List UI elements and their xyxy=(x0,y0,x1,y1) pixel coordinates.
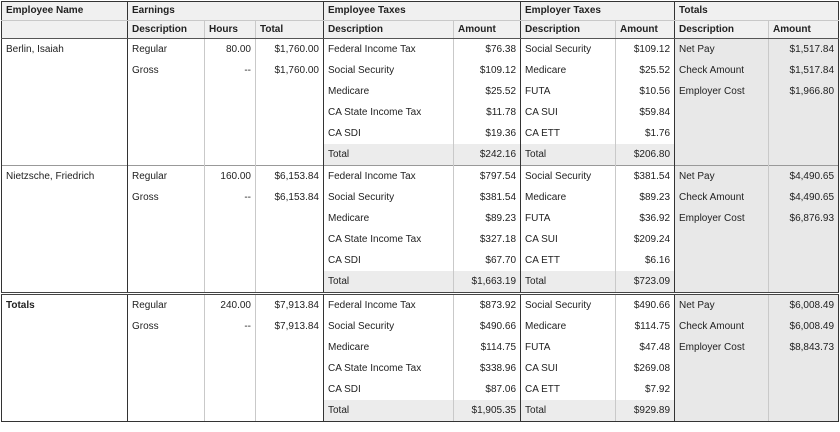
employee-name-blank xyxy=(2,60,128,81)
totals-blank xyxy=(675,250,769,271)
totals-blank xyxy=(769,102,839,123)
subheader-earnings-total: Total xyxy=(256,21,324,39)
employer-tax-description: CA SUI xyxy=(521,229,616,250)
totals-amount: $4,490.65 xyxy=(769,187,839,208)
employer-tax-total-label: Total xyxy=(521,271,616,294)
earnings-blank xyxy=(128,250,205,271)
employee-name-blank xyxy=(2,81,128,102)
employer-tax-amount: $490.66 xyxy=(616,294,675,317)
employee-tax-description: CA SDI xyxy=(324,250,454,271)
totals-blank xyxy=(769,123,839,144)
totals-blank xyxy=(675,102,769,123)
employer-tax-amount: $47.48 xyxy=(616,337,675,358)
employer-tax-description: Medicare xyxy=(521,187,616,208)
payroll-body xyxy=(2,39,839,422)
employee-tax-amount: $797.54 xyxy=(454,166,521,188)
totals-amount: $6,008.49 xyxy=(769,316,839,337)
employer-tax-amount: $1.76 xyxy=(616,123,675,144)
employee-tax-description: Social Security xyxy=(324,60,454,81)
column-header-row xyxy=(2,21,839,39)
group-header-row xyxy=(2,2,839,21)
employee-row xyxy=(2,123,839,144)
employee-tax-amount: $67.70 xyxy=(454,250,521,271)
employee-tax-amount: $87.06 xyxy=(454,379,521,400)
employee-row xyxy=(2,208,839,229)
employee-name-blank xyxy=(2,123,128,144)
employer-tax-total-label: Total xyxy=(521,144,616,166)
earnings-blank xyxy=(256,81,324,102)
employer-tax-description: Social Security xyxy=(521,166,616,188)
earnings-hours: 160.00 xyxy=(205,166,256,188)
employee-tax-amount: $11.78 xyxy=(454,102,521,123)
employee-row xyxy=(2,60,839,81)
totals-description: Employer Cost xyxy=(675,81,769,102)
totals-blank xyxy=(769,271,839,294)
employee-row xyxy=(2,187,839,208)
totals-blank xyxy=(769,400,839,422)
employer-tax-description: FUTA xyxy=(521,337,616,358)
employer-tax-amount: $10.56 xyxy=(616,81,675,102)
earnings-description: Gross xyxy=(128,316,205,337)
employer-tax-amount: $209.24 xyxy=(616,229,675,250)
earnings-blank xyxy=(205,81,256,102)
employer-tax-amount: $381.54 xyxy=(616,166,675,188)
employee-tax-amount: $327.18 xyxy=(454,229,521,250)
employer-tax-amount: $6.16 xyxy=(616,250,675,271)
earnings-hours: -- xyxy=(205,316,256,337)
totals-description: Check Amount xyxy=(675,187,769,208)
earnings-blank xyxy=(205,102,256,123)
earnings-blank xyxy=(205,208,256,229)
earnings-blank xyxy=(256,337,324,358)
employer-tax-description: FUTA xyxy=(521,81,616,102)
employee-tax-description: Social Security xyxy=(324,187,454,208)
totals-amount: $1,517.84 xyxy=(769,60,839,81)
subheader-employer-tax-amount: Amount xyxy=(616,21,675,39)
totals-blank xyxy=(675,271,769,294)
employee-tax-amount: $490.66 xyxy=(454,316,521,337)
employer-tax-description: CA ETT xyxy=(521,379,616,400)
earnings-blank xyxy=(128,337,205,358)
employee-row xyxy=(2,39,839,61)
employer-tax-amount: $36.92 xyxy=(616,208,675,229)
employer-tax-description: Social Security xyxy=(521,39,616,61)
earnings-total: $1,760.00 xyxy=(256,39,324,61)
header-earnings: Earnings xyxy=(128,2,324,21)
earnings-blank xyxy=(128,208,205,229)
employer-tax-amount: $59.84 xyxy=(616,102,675,123)
earnings-blank xyxy=(205,229,256,250)
employer-tax-amount: $109.12 xyxy=(616,39,675,61)
earnings-blank xyxy=(128,358,205,379)
subheader-employee-tax-description: Description xyxy=(324,21,454,39)
totals-blank xyxy=(675,144,769,166)
totals-amount: $1,517.84 xyxy=(769,39,839,61)
employee-tax-total-label: Total xyxy=(324,271,454,294)
subheader-blank xyxy=(2,21,128,39)
earnings-total: $6,153.84 xyxy=(256,187,324,208)
subheader-earnings-description: Description xyxy=(128,21,205,39)
employer-tax-description: Medicare xyxy=(521,316,616,337)
grand-totals-row xyxy=(2,358,839,379)
employee-tax-description: Federal Income Tax xyxy=(324,294,454,317)
employee-tax-description: Medicare xyxy=(324,81,454,102)
employee-row xyxy=(2,250,839,271)
employer-tax-description: CA SUI xyxy=(521,102,616,123)
employee-tax-total-label: Total xyxy=(324,400,454,422)
employer-tax-description: FUTA xyxy=(521,208,616,229)
employee-name-blank xyxy=(2,144,128,166)
employee-tax-description: Medicare xyxy=(324,337,454,358)
earnings-description: Regular xyxy=(128,294,205,317)
earnings-blank xyxy=(256,229,324,250)
subheader-totals-description: Description xyxy=(675,21,769,39)
earnings-description: Regular xyxy=(128,39,205,61)
totals-amount: $6,008.49 xyxy=(769,294,839,317)
employee-tax-amount: $114.75 xyxy=(454,337,521,358)
earnings-hours: 240.00 xyxy=(205,294,256,317)
subheader-totals-amount: Amount xyxy=(769,21,839,39)
earnings-blank xyxy=(128,144,205,166)
employee-tax-description: CA State Income Tax xyxy=(324,102,454,123)
employee-name-blank xyxy=(2,379,128,400)
totals-blank xyxy=(769,250,839,271)
employee-name-blank xyxy=(2,358,128,379)
employee-tax-description: CA SDI xyxy=(324,123,454,144)
grand-totals-row xyxy=(2,316,839,337)
totals-description: Net Pay xyxy=(675,39,769,61)
employee-tax-description: CA State Income Tax xyxy=(324,229,454,250)
earnings-blank xyxy=(256,271,324,294)
employee-tax-amount: $25.52 xyxy=(454,81,521,102)
employee-tax-description: Federal Income Tax xyxy=(324,39,454,61)
totals-blank xyxy=(769,144,839,166)
totals-amount: $6,876.93 xyxy=(769,208,839,229)
employer-tax-description: Medicare xyxy=(521,60,616,81)
employee-row xyxy=(2,166,839,188)
employee-tax-amount: $338.96 xyxy=(454,358,521,379)
earnings-blank xyxy=(128,81,205,102)
employer-tax-total-amount: $929.89 xyxy=(616,400,675,422)
employee-row xyxy=(2,102,839,123)
earnings-total: $7,913.84 xyxy=(256,316,324,337)
earnings-blank xyxy=(205,250,256,271)
employee-tax-description: Medicare xyxy=(324,208,454,229)
employee-name-blank xyxy=(2,250,128,271)
employee-tax-amount: $19.36 xyxy=(454,123,521,144)
earnings-blank xyxy=(128,271,205,294)
totals-blank xyxy=(769,229,839,250)
employee-name-blank xyxy=(2,271,128,294)
employee-tax-total-label: Total xyxy=(324,144,454,166)
totals-description: Net Pay xyxy=(675,166,769,188)
employer-tax-total-label: Total xyxy=(521,400,616,422)
employer-tax-amount: $269.08 xyxy=(616,358,675,379)
earnings-description: Regular xyxy=(128,166,205,188)
employee-tax-amount: $109.12 xyxy=(454,60,521,81)
employer-tax-total-amount: $723.09 xyxy=(616,271,675,294)
employee-row xyxy=(2,144,839,166)
totals-description: Employer Cost xyxy=(675,337,769,358)
earnings-blank xyxy=(205,400,256,422)
grand-totals-row xyxy=(2,379,839,400)
earnings-blank xyxy=(256,379,324,400)
subheader-hours: Hours xyxy=(205,21,256,39)
totals-blank xyxy=(675,358,769,379)
subheader-employee-tax-amount: Amount xyxy=(454,21,521,39)
employee-name-blank xyxy=(2,337,128,358)
earnings-blank xyxy=(256,123,324,144)
subheader-employer-tax-description: Description xyxy=(521,21,616,39)
employee-tax-amount: $381.54 xyxy=(454,187,521,208)
employee-tax-amount: $873.92 xyxy=(454,294,521,317)
employer-tax-amount: $25.52 xyxy=(616,60,675,81)
employee-name-blank xyxy=(2,102,128,123)
payroll-report xyxy=(1,1,839,430)
employer-tax-amount: $89.23 xyxy=(616,187,675,208)
employer-tax-amount: $114.75 xyxy=(616,316,675,337)
totals-description: Net Pay xyxy=(675,294,769,317)
earnings-blank xyxy=(205,358,256,379)
earnings-blank xyxy=(128,229,205,250)
header-employer-taxes: Employer Taxes xyxy=(521,2,675,21)
employee-tax-description: CA SDI xyxy=(324,379,454,400)
header-totals: Totals xyxy=(675,2,839,21)
totals-blank xyxy=(769,379,839,400)
earnings-blank xyxy=(205,379,256,400)
earnings-blank xyxy=(256,102,324,123)
earnings-total: $6,153.84 xyxy=(256,166,324,188)
totals-amount: $1,966.80 xyxy=(769,81,839,102)
employee-row xyxy=(2,81,839,102)
employee-name-blank xyxy=(2,229,128,250)
employee-tax-total-amount: $1,663.19 xyxy=(454,271,521,294)
earnings-blank xyxy=(128,379,205,400)
earnings-blank xyxy=(205,144,256,166)
earnings-blank xyxy=(256,208,324,229)
employee-tax-total-amount: $1,905.35 xyxy=(454,400,521,422)
employer-tax-description: CA ETT xyxy=(521,250,616,271)
earnings-blank xyxy=(256,400,324,422)
earnings-blank xyxy=(128,400,205,422)
employee-row xyxy=(2,271,839,294)
earnings-blank xyxy=(128,102,205,123)
employee-name-blank xyxy=(2,316,128,337)
employee-row xyxy=(2,229,839,250)
totals-blank xyxy=(675,379,769,400)
earnings-hours: 80.00 xyxy=(205,39,256,61)
employee-tax-description: Social Security xyxy=(324,316,454,337)
employer-tax-description: CA SUI xyxy=(521,358,616,379)
earnings-blank xyxy=(128,123,205,144)
earnings-blank xyxy=(205,271,256,294)
earnings-description: Gross xyxy=(128,187,205,208)
totals-amount: $4,490.65 xyxy=(769,166,839,188)
employer-tax-amount: $7.92 xyxy=(616,379,675,400)
earnings-blank xyxy=(256,144,324,166)
totals-amount: $8,843.73 xyxy=(769,337,839,358)
earnings-description: Gross xyxy=(128,60,205,81)
payroll-table xyxy=(1,1,839,422)
employer-tax-description: Social Security xyxy=(521,294,616,317)
employee-tax-description: Federal Income Tax xyxy=(324,166,454,188)
employee-name-blank xyxy=(2,208,128,229)
earnings-total: $1,760.00 xyxy=(256,60,324,81)
earnings-blank xyxy=(256,250,324,271)
earnings-hours: -- xyxy=(205,187,256,208)
employee-tax-total-amount: $242.16 xyxy=(454,144,521,166)
earnings-blank xyxy=(205,123,256,144)
header-employee-name: Employee Name xyxy=(2,2,128,21)
grand-totals-row xyxy=(2,337,839,358)
earnings-blank xyxy=(256,358,324,379)
employee-tax-amount: $76.38 xyxy=(454,39,521,61)
grand-totals-row xyxy=(2,294,839,317)
totals-blank xyxy=(769,358,839,379)
totals-blank xyxy=(675,229,769,250)
totals-blank xyxy=(675,123,769,144)
totals-description: Employer Cost xyxy=(675,208,769,229)
header-employee-taxes: Employee Taxes xyxy=(324,2,521,21)
employee-tax-amount: $89.23 xyxy=(454,208,521,229)
earnings-hours: -- xyxy=(205,60,256,81)
grand-totals-label: Totals xyxy=(2,294,128,317)
grand-totals-row xyxy=(2,400,839,422)
earnings-blank xyxy=(205,337,256,358)
employee-name-blank xyxy=(2,187,128,208)
totals-description: Check Amount xyxy=(675,60,769,81)
earnings-total: $7,913.84 xyxy=(256,294,324,317)
employee-name-blank xyxy=(2,400,128,422)
employer-tax-description: CA ETT xyxy=(521,123,616,144)
totals-description: Check Amount xyxy=(675,316,769,337)
employee-tax-description: CA State Income Tax xyxy=(324,358,454,379)
employee-name: Berlin, Isaiah xyxy=(2,39,128,61)
employee-name: Nietzsche, Friedrich xyxy=(2,166,128,188)
employer-tax-total-amount: $206.80 xyxy=(616,144,675,166)
totals-blank xyxy=(675,400,769,422)
